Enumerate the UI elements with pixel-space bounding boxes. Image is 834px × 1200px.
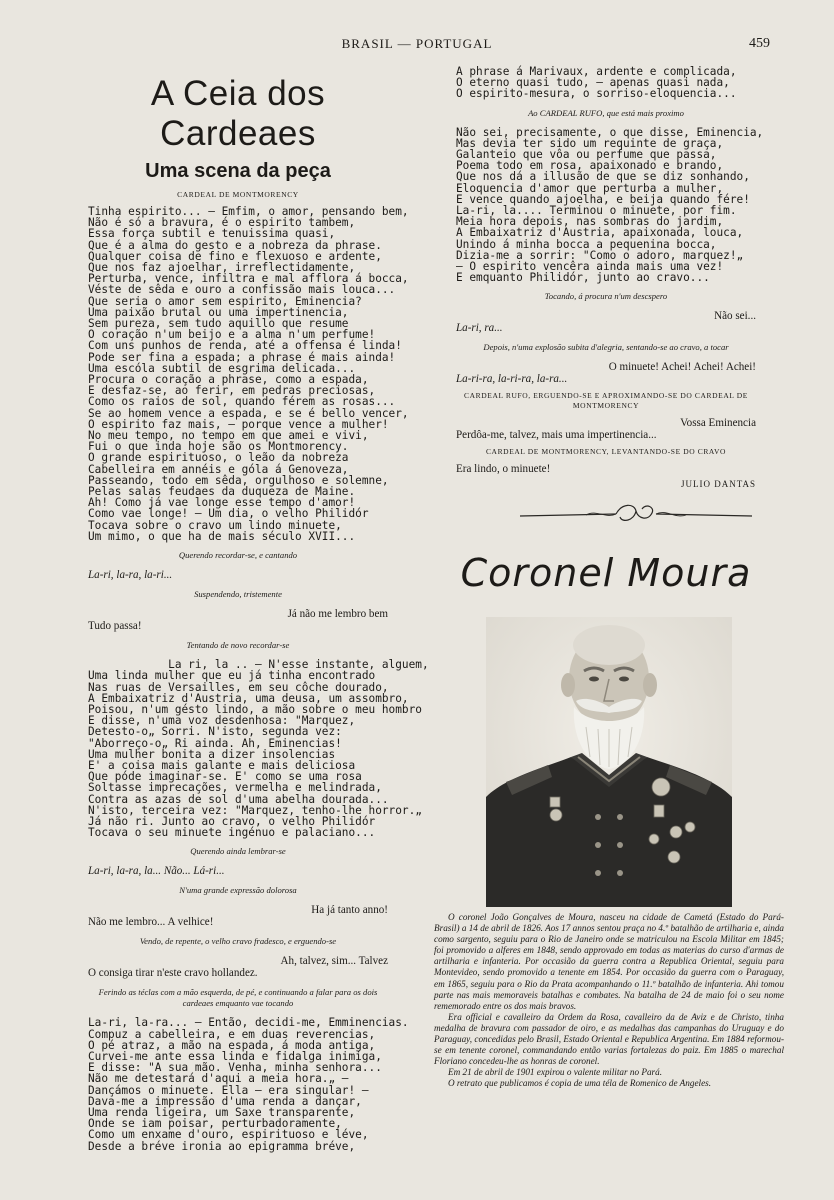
caption-paragraph: Em 21 de abril de 1901 expirou o valente militar no Pará. <box>448 1067 663 1078</box>
caption-paragraph: O coronel João Gonçalves de Moura, nasceu na cidade de Cametá (Estado do Pará-Brasil) a 14 de abril de 1826. Aos 17 annos sentou praça no 4.º batalhão de artilharia e, ainda como sargento, seguiu para o Rio de Janeiro onde se matriculou na Escola Militar em 1845; foi promovido a alferes em 1848, sendo approvado em todas as materias do curso d'armas de artilharia e infanteria. Por occasião da guerra contra a Republica Oriental, seguiu para Montevideo, sendo promovido a tenente em 1854. Por occasião da guerra com o Paraguay, em 1865, seguiu para o Rio da Prata acompanhando o 11.º batalhão de infanteria. Ahi tomou parte nas mais memoraveis batalhas e combates. Na batalha de 24 de maio foi o seu nome rememorado entre os dos mais bravos. <box>434 912 785 1011</box>
stage-direction: Vendo, de repente, o velho cravo fradesco, e erguendo-se <box>139 936 337 947</box>
verse-block: La ri, la .. — N'esse instante, alguem, Uma linda mulher que eu já tinha encontrado Nas ruas de Versailles, em seu côche dourado, A Embaixatriz d'Austria, uma deusa, um assombro, Poisou, n'um gésto lindo, a mão sobre o meu hombro E disse, n'uma voz desdenhosa: "Marquez, Detesto-o„ Sorri. N'isto, segunda vez: "Aborreço-o„ Ri ainda. Ah, Eminencias! Uma mulher bonita a dizer insolencias E' a coisa mais galante e mais deliciosa Que póde imaginar-se. E' como se uma rosa Soltasse imprecações, vermelha e melindrada, Contra as azas de sol d'uma abelha dourada... N'isto, terceira vez: "Marquez, tenho-lhe horror.„ Já não ri. Junto ao cravo, o velho Philidór Tocava o seu minuete ingénuo e palaciano... <box>88 658 429 840</box>
speaker-heading: CARDEAL DE MONTMORENCY <box>177 190 299 199</box>
verse-line: O minuete! Achei! Achei! Achei! <box>608 361 756 374</box>
verse-block: Não sei, precisamente, o que disse, Eminencia, Mas devia ter sido um requinte de graça, Galanteio que vôa ou perfume que passa, Poema todo em rosa, apaixonado e brando, Que nos dá a illusão de que se diz sonhando, Eloquencia d'amor que perturba a mulher, E vence quando ajoelha, e beija quando fére! La-ri, la.... Terminou o minuete, por fim. Meia hora depois, nas sombras do jardim, A Embaixatriz d'Austria, apaixonada, louca, Unindo á minha bocca a pequenina bocca, Dizia-me a sorrir: "Como o adoro, marquez!„ — O espirito vencêra ainda mais uma vez! E emquanto Philidór, junto ao cravo... <box>456 125 764 285</box>
verse-line: Não sei... <box>714 310 756 323</box>
running-head: BRASIL — PORTUGAL <box>341 36 493 51</box>
verse-line: Ah, talvez, sim... Talvez <box>280 955 388 968</box>
portrait-image <box>486 617 732 907</box>
article-title-coronel: Coronel Moura <box>460 551 752 596</box>
caption-paragraph: O retrato que publicamos é copia de uma téla de Romenico de Angeles. <box>448 1078 712 1089</box>
verse-line: Perdôa-me, talvez, mais uma impertinencia... <box>456 429 657 442</box>
article-title: A Ceia dos Cardeaes <box>150 74 326 153</box>
verse-line: La-ri, ra... <box>456 322 503 335</box>
article-subtitle: Uma scena da peça <box>145 160 331 182</box>
stage-direction: Suspendendo, tristemente <box>194 589 282 600</box>
verse-block: A phrase á Marivaux, ardente e complicada, O eterno quasi tudo, — apenas quasi nada, O espirito-mesura, o sorriso-eloquencia... <box>456 65 737 101</box>
verse-line: Já não me lembro bem <box>287 608 388 621</box>
verse-line: La-ri-ra, la-ri-ra, la-ra... <box>456 373 568 386</box>
verse-line: O consiga tirar n'este cravo hollandez. <box>88 967 258 980</box>
left-column <box>88 74 429 1153</box>
speaker-heading: CARDEAL RUFO, ERGUENDO-SE E APROXIMANDO-SE DO CARDEAL DE MONTMORENCY <box>464 391 748 411</box>
right-column <box>456 65 764 907</box>
verse-block: Tinha espirito... — Emfim, o amor, pensando bem, Não é só a bravura, é o espirito tambem, Essa força subtil e tenuissima quasi, Que é a alma do gesto e a nobreza da phrase. Qualquer coisa de fino e flexuoso e ardente, Que nos faz ajoelhar, irreflectidamente, Perturba, vence, infiltra e mal afflora á bocca, Véste de sêda e ouro a confissão mais louca... Que seria o amor sem espirito, Eminencia? Uma paixão brutal ou uma impertinencia, Sem pureza, sem tudo aquillo que resume O coração n'um beijo e a alma n'um perfume! Com uns punhos de renda, até a offensa é linda! Pode ser fina a espada; a phrase é mais ainda! Uma escóla subtil de esgrima delicada... Procura o coração a phrase, como a espada, E desfaz-se, ao ferir, em pedras preciosas, Como os raios de sol, quando férem as rosas... Se ao homem vence a espada, e se é bello vencer, O espirito faz mais, — porque vence a mulher! No meu tempo, no tempo em que amei e vivi, Fui o que inda hoje são os Montmorency. O grande espirituoso, o leão da nobreza Cabelleira em annéis e góla á Genoveza, Passeando, todo em sêda, orgulhoso e solemne, Pelas salas feudaes da duqueza de Maine. Ah! Como já vae longe esse tempo d'amor! Como vae longe! — Um dia, o velho Philidór Tocava sobre o cravo um lindo minuete, Um mimo, o que ha de mais século XVII... <box>88 205 409 543</box>
verse-line: Vossa Eminencia <box>680 417 756 430</box>
portrait-caption <box>434 912 784 1090</box>
stage-direction: Tentando de novo recordar-se <box>186 640 290 651</box>
verse-block: La-ri, la-ra... — Então, decidi-me, Emminencias. Compuz a cabelleira, e em duas reverencias, O pé atraz, a mão na espada, á moda antiga, Curvei-me ante essa linda e fidalga inimiga, E disse: "A sua mão. Venha, minha senhora... Não me detestará d'aqui a meia hora.„ — Dançámos o minuete. Ella — era singular! — Dava-me a impressão d'uma renda a dançar, Uma renda ligeira, um Saxe transparente, Onde se iam poisar, perturbadoramente, Como um enxame d'ouro, espirituoso e léve, Desde a bréve ironia ao epigramma bréve, <box>88 1016 409 1153</box>
verse-line: Era lindo, o minuete! <box>456 463 551 476</box>
stage-direction: Ferindo as téclas com a mão esquerda, de pé, e continuando a falar para os dois cardeaes emquanto vae tocando <box>98 987 378 1009</box>
page-number: 459 <box>749 36 770 51</box>
stage-direction: Ao CARDEAL RUFO, que está mais proximo <box>528 107 684 118</box>
caption-paragraph: Era official e cavalleiro da Ordem da Rosa, cavalleiro da de Aviz e de Christo, tinha medalha de bravura com passador de oiro, e as medalhas das campanhas do Uruguay e do Paraguay, concedidas pelo Brasil, Estado Oriental e Republica Argentina. Em 1884 reformou-se em tenente coronel, commandando então varias fortalezas do paiz. Em 1885 o marechal Floriano concedeu-lhe as honras de coronel. <box>434 1011 784 1067</box>
verse-line: La-ri, la-ra, la-ri... <box>88 569 173 582</box>
verse-line: Tudo passa! <box>88 620 142 633</box>
verse-line: Não me lembro... A velhice! <box>88 916 214 929</box>
author-signature: JULIO DANTAS <box>680 479 756 490</box>
verse-line: Ha já tanto anno! <box>311 904 388 917</box>
speaker-heading: CARDEAL DE MONTMORENCY, LEVANTANDO-SE DO CRAVO <box>485 447 727 457</box>
verse-line: La-ri, la-ra, la... Não... Lá-ri... <box>88 865 225 878</box>
stage-direction: N'uma grande expressão dolorosa <box>179 885 297 896</box>
stage-direction: Querendo recordar-se, e cantando <box>178 550 298 561</box>
stage-direction: Depois, n'uma explosão subita d'alegria, sentando-se ao cravo, a tocar <box>483 342 729 353</box>
stage-direction: Querendo ainda lembrar-se <box>190 846 286 857</box>
ornament-divider-icon <box>516 499 756 529</box>
stage-direction: Tocando, á procura n'um descspero <box>544 291 668 302</box>
